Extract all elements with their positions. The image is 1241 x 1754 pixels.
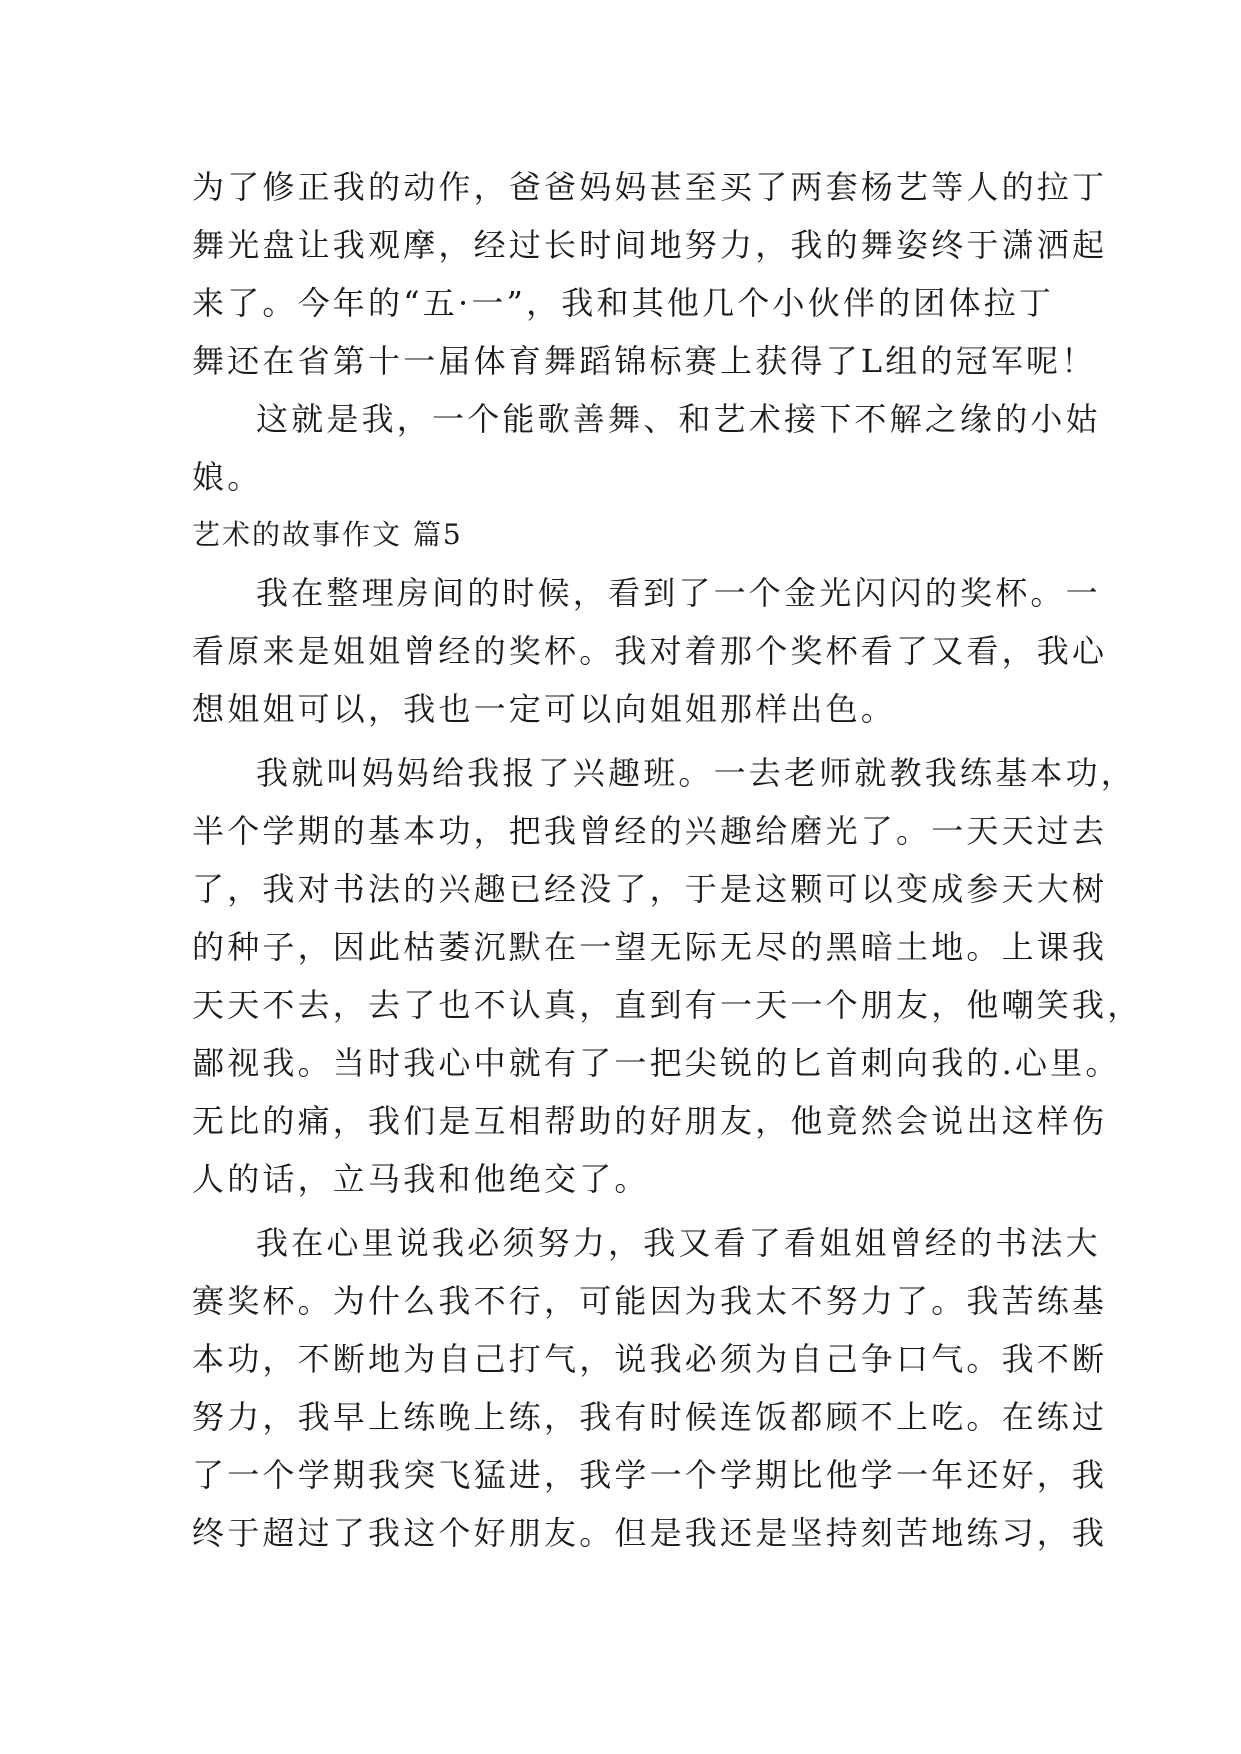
text-line: 半个学期的基本功，把我曾经的兴趣给磨光了。一天天过去 bbox=[192, 812, 1108, 850]
text-line: 天天不去，去了也不认真，直到有一天一个朋友，他嘲笑我， bbox=[192, 986, 1143, 1024]
document-body bbox=[192, 158, 1143, 1562]
text-line: 无比的痛，我们是互相帮助的好朋友，他竟然会说出这样伤 bbox=[192, 1102, 1108, 1140]
paragraph bbox=[192, 564, 1108, 738]
text-line: 舞光盘让我观摩，经过长时间地努力，我的舞姿终于潇洒起 bbox=[192, 226, 1108, 264]
text-line: 为了修正我的动作，爸爸妈妈甚至买了两套杨艺等人的拉丁 bbox=[192, 168, 1108, 206]
section-heading: 艺术的故事作文 篇5 bbox=[192, 518, 463, 551]
text-line: 舞还在省第十一届体育舞蹈锦标赛上获得了L组的冠军呢！ bbox=[192, 342, 1097, 380]
text-line: 看原来是姐姐曾经的奖杯。我对着那个奖杯看了又看，我心 bbox=[192, 632, 1108, 670]
text-line: 我就叫妈妈给我报了兴趣班。一去老师就教我练基本功， bbox=[256, 754, 1137, 792]
text-line: 鄙视我。当时我心中就有了一把尖锐的匕首刺向我的.心里。 bbox=[192, 1044, 1121, 1082]
paragraph bbox=[192, 1214, 1108, 1562]
text-line: 的种子，因此枯萎沉默在一望无际无尽的黑暗土地。上课我 bbox=[192, 928, 1108, 966]
text-line: 赛奖杯。为什么我不行，可能因为我太不努力了。我苦练基 bbox=[192, 1282, 1108, 1320]
text-line: 来了。今年的“五·一”，我和其他几个小伙伴的团体拉丁 bbox=[192, 284, 1055, 322]
text-line: 人的话，立马我和他绝交了。 bbox=[192, 1160, 650, 1198]
text-line: 努力，我早上练晚上练，我有时候连饭都顾不上吃。在练过 bbox=[192, 1398, 1108, 1436]
paragraph bbox=[192, 744, 1143, 1208]
text-line: 本功，不断地为自己打气，说我必须为自己争口气。我不断 bbox=[192, 1340, 1108, 1378]
text-line: 终于超过了我这个好朋友。但是我还是坚持刻苦地练习，我 bbox=[192, 1514, 1108, 1552]
text-line: 这就是我，一个能歌善舞、和艺术接下不解之缘的小姑 bbox=[256, 400, 1101, 438]
text-line: 我在心里说我必须努力，我又看了看姐姐曾经的书法大 bbox=[256, 1224, 1101, 1262]
text-line: 娘。 bbox=[192, 458, 263, 496]
text-line: 了一个学期我突飞猛进，我学一个学期比他学一年还好，我 bbox=[192, 1456, 1108, 1494]
paragraph bbox=[192, 390, 1101, 506]
text-line: 想姐姐可以，我也一定可以向姐姐那样出色。 bbox=[192, 690, 897, 728]
paragraph bbox=[192, 158, 1108, 390]
text-line: 了，我对书法的兴趣已经没了，于是这颗可以变成参天大树 bbox=[192, 870, 1108, 908]
text-line: 我在整理房间的时候，看到了一个金光闪闪的奖杯。一 bbox=[256, 574, 1101, 612]
